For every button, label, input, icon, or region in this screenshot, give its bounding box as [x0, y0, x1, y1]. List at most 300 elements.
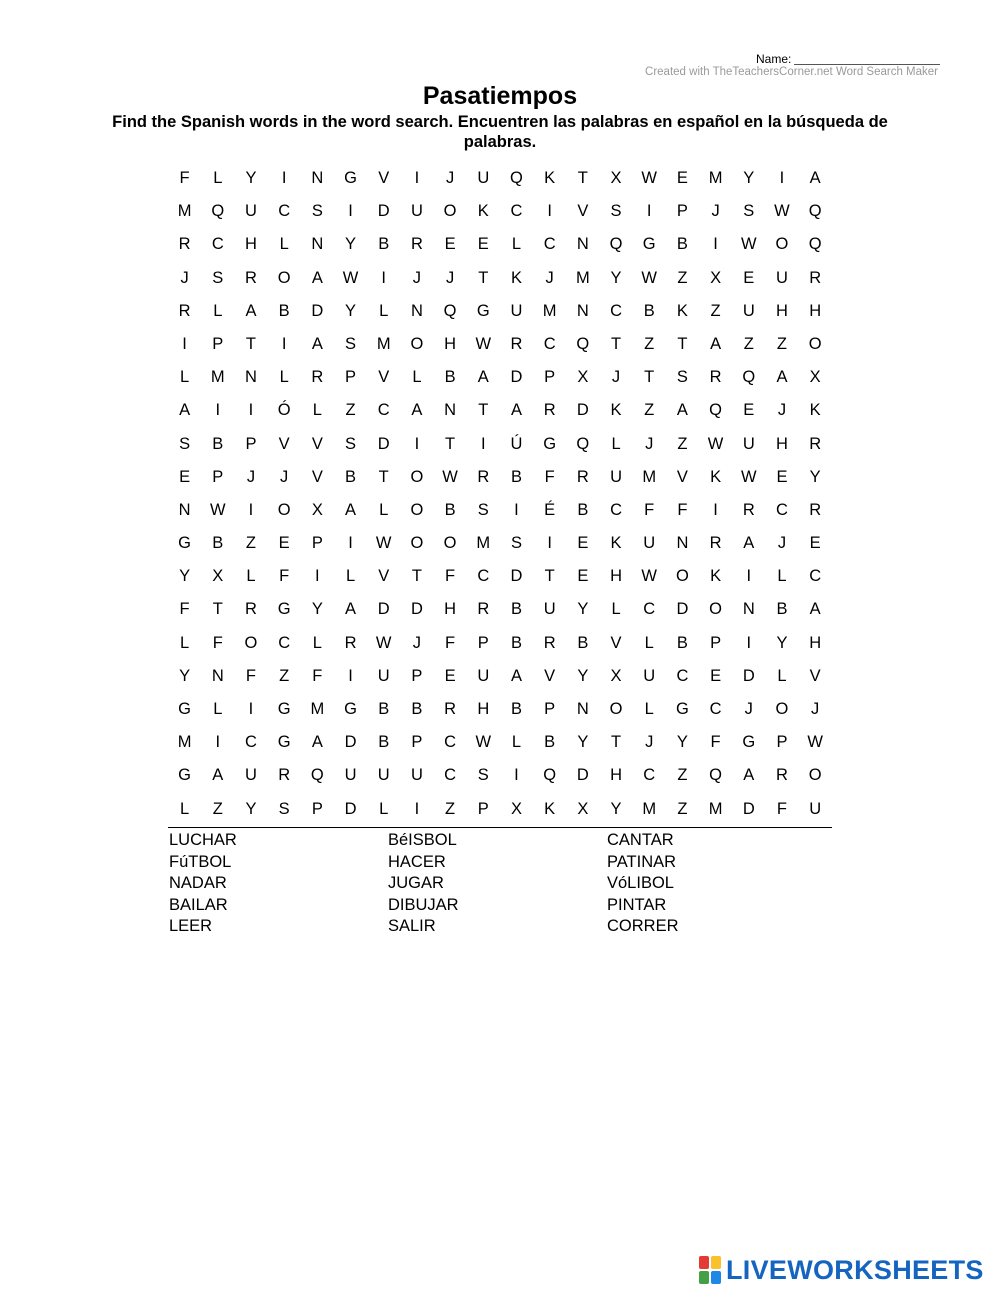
grid-cell[interactable]: A — [311, 733, 323, 752]
grid-cell[interactable]: H — [610, 567, 622, 586]
grid-cell[interactable]: L — [611, 600, 621, 619]
grid-cell[interactable]: L — [180, 633, 190, 652]
grid-cell[interactable]: E — [444, 235, 456, 254]
grid-cell[interactable]: C — [543, 334, 556, 353]
grid-cell[interactable]: Y — [245, 799, 257, 818]
grid-cell[interactable]: R — [278, 766, 291, 785]
grid-cell[interactable]: O — [775, 235, 789, 254]
grid-cell[interactable]: O — [410, 334, 424, 353]
grid-cell[interactable]: E — [743, 401, 755, 420]
grid-cell[interactable]: Z — [776, 334, 788, 353]
grid-cell[interactable]: D — [344, 733, 357, 752]
grid-cell[interactable]: N — [410, 301, 423, 320]
grid-cell[interactable]: B — [510, 467, 522, 486]
grid-cell[interactable]: P — [311, 534, 323, 553]
grid-cell[interactable]: U — [344, 766, 357, 785]
grid-cell[interactable]: J — [744, 700, 753, 718]
grid-cell[interactable]: U — [245, 766, 257, 785]
grid-cell[interactable]: T — [478, 401, 489, 420]
grid-cell[interactable]: L — [644, 633, 654, 652]
grid-cell[interactable]: R — [809, 434, 822, 453]
grid-cell[interactable]: Y — [577, 666, 589, 685]
grid-cell[interactable]: L — [279, 368, 289, 387]
grid-cell[interactable]: F — [710, 733, 721, 752]
grid-cell[interactable]: B — [411, 700, 423, 718]
grid-cell[interactable]: F — [245, 666, 257, 685]
grid-cell[interactable]: O — [775, 700, 789, 718]
grid-cell[interactable]: B — [577, 500, 589, 519]
grid-cell[interactable]: Q — [576, 434, 590, 453]
grid-cell[interactable]: T — [577, 169, 588, 187]
grid-cell[interactable]: M — [575, 268, 590, 287]
grid-cell[interactable]: I — [514, 766, 519, 785]
grid-cell[interactable]: L — [777, 666, 787, 685]
grid-cell[interactable]: W — [807, 733, 823, 752]
name-field[interactable] — [756, 52, 940, 66]
grid-cell[interactable]: D — [377, 434, 390, 453]
grid-cell[interactable]: W — [641, 567, 657, 586]
grid-cell[interactable]: X — [577, 368, 589, 387]
grid-cell[interactable]: I — [215, 733, 221, 752]
grid-cell[interactable]: T — [411, 567, 422, 586]
grid-cell[interactable]: R — [410, 235, 423, 254]
grid-cell[interactable]: K — [809, 401, 821, 420]
grid-cell[interactable]: U — [477, 169, 490, 187]
grid-cell[interactable]: Q — [609, 235, 623, 254]
grid-cell[interactable]: U — [377, 666, 390, 685]
grid-cell[interactable]: J — [280, 467, 289, 486]
grid-cell[interactable]: G — [742, 733, 756, 752]
grid-cell[interactable]: P — [477, 633, 489, 652]
grid-cell[interactable]: A — [411, 401, 423, 420]
grid-cell[interactable]: U — [245, 202, 257, 221]
grid-cell[interactable]: U — [410, 766, 423, 785]
grid-cell[interactable]: X — [311, 500, 323, 519]
grid-cell[interactable]: B — [444, 500, 456, 519]
grid-cell[interactable]: W — [475, 334, 492, 353]
grid-cell[interactable]: L — [180, 799, 190, 818]
grid-cell[interactable]: A — [676, 401, 688, 420]
grid-cell[interactable]: J — [180, 268, 189, 287]
grid-cell[interactable]: S — [345, 434, 357, 453]
grid-cell[interactable]: D — [676, 600, 689, 619]
grid-cell[interactable]: Q — [310, 766, 324, 785]
grid-cell[interactable]: I — [248, 401, 254, 420]
grid-cell[interactable]: Y — [179, 567, 191, 586]
grid-cell[interactable]: D — [410, 600, 423, 619]
grid-cell[interactable]: X — [710, 268, 722, 287]
grid-cell[interactable]: E — [809, 534, 821, 553]
grid-cell[interactable]: Y — [676, 733, 688, 752]
grid-cell[interactable]: S — [477, 766, 489, 785]
grid-cell[interactable]: A — [311, 268, 323, 287]
grid-cell[interactable]: R — [543, 401, 556, 420]
grid-cell[interactable]: M — [210, 368, 225, 387]
grid-cell[interactable]: P — [776, 733, 788, 752]
grid-cell[interactable]: S — [278, 799, 290, 818]
grid-cell[interactable]: B — [643, 301, 655, 320]
grid-cell[interactable]: R — [245, 268, 257, 287]
grid-cell[interactable]: O — [443, 202, 457, 221]
grid-cell[interactable]: I — [348, 666, 353, 685]
grid-cell[interactable]: N — [311, 235, 324, 254]
grid-cell[interactable]: C — [676, 666, 689, 685]
grid-cell[interactable]: L — [412, 368, 422, 387]
grid-cell[interactable]: K — [610, 401, 622, 420]
grid-cell[interactable]: J — [445, 268, 455, 287]
grid-cell[interactable]: B — [278, 301, 290, 320]
grid-cell[interactable]: M — [177, 733, 192, 752]
grid-cell[interactable]: K — [510, 268, 522, 287]
grid-cell[interactable]: M — [642, 467, 657, 486]
grid-cell[interactable]: U — [742, 434, 755, 453]
grid-cell[interactable]: W — [774, 202, 790, 221]
grid-cell[interactable]: Y — [610, 799, 622, 818]
grid-cell[interactable]: I — [414, 434, 420, 453]
grid-cell[interactable]: Z — [677, 766, 688, 785]
grid-cell[interactable]: S — [610, 202, 622, 221]
grid-cell[interactable]: M — [642, 799, 657, 818]
grid-cell[interactable]: E — [743, 268, 755, 287]
grid-cell[interactable]: Q — [709, 401, 723, 420]
grid-cell[interactable]: S — [510, 534, 522, 553]
grid-cell[interactable]: B — [212, 434, 224, 453]
grid-cell[interactable]: F — [312, 666, 323, 685]
grid-cell[interactable]: I — [281, 334, 287, 353]
grid-cell[interactable]: L — [213, 169, 223, 187]
grid-cell[interactable]: Y — [345, 235, 357, 254]
grid-cell[interactable]: H — [776, 434, 788, 453]
grid-cell[interactable]: U — [377, 766, 390, 785]
grid-cell[interactable]: I — [646, 202, 652, 221]
grid-cell[interactable]: H — [444, 600, 457, 619]
grid-cell[interactable]: Q — [510, 169, 523, 187]
grid-cell[interactable]: Q — [576, 334, 590, 353]
grid-cell[interactable]: J — [645, 434, 654, 453]
grid-cell[interactable]: I — [547, 202, 552, 221]
grid-cell[interactable]: F — [445, 567, 456, 586]
grid-cell[interactable]: V — [577, 202, 589, 221]
grid-cell[interactable]: I — [348, 534, 353, 553]
grid-cell[interactable]: E — [477, 235, 489, 254]
grid-cell[interactable]: L — [279, 235, 289, 254]
grid-cell[interactable]: W — [740, 467, 757, 486]
grid-cell[interactable]: I — [746, 567, 752, 586]
grid-cell[interactable]: N — [444, 401, 457, 420]
grid-cell[interactable]: P — [544, 700, 556, 718]
grid-cell[interactable]: I — [480, 434, 486, 453]
grid-cell[interactable]: P — [544, 368, 556, 387]
grid-cell[interactable]: K — [544, 169, 556, 187]
grid-cell[interactable]: G — [476, 301, 490, 320]
grid-cell[interactable]: C — [245, 733, 257, 752]
grid-cell[interactable]: P — [212, 334, 224, 353]
word-search-grid[interactable] — [168, 162, 832, 826]
grid-cell[interactable]: L — [611, 434, 621, 453]
grid-cell[interactable]: H — [610, 766, 622, 785]
grid-cell[interactable]: A — [345, 600, 357, 619]
grid-cell[interactable]: G — [344, 169, 357, 187]
grid-cell[interactable]: L — [312, 633, 322, 652]
grid-cell[interactable]: R — [776, 766, 788, 785]
grid-cell[interactable]: X — [577, 799, 589, 818]
grid-cell[interactable]: S — [477, 500, 489, 519]
grid-cell[interactable]: W — [641, 169, 657, 187]
grid-cell[interactable]: S — [212, 268, 224, 287]
grid-cell[interactable]: G — [642, 235, 656, 254]
grid-cell[interactable]: S — [345, 334, 357, 353]
grid-cell[interactable]: F — [776, 799, 788, 818]
grid-cell[interactable]: R — [709, 534, 722, 553]
grid-cell[interactable]: W — [475, 733, 492, 752]
grid-cell[interactable]: T — [544, 567, 555, 586]
grid-cell[interactable]: J — [412, 268, 422, 287]
grid-cell[interactable]: R — [809, 500, 822, 519]
grid-cell[interactable]: C — [444, 766, 457, 785]
grid-cell[interactable]: Z — [677, 799, 688, 818]
grid-cell[interactable]: D — [311, 301, 324, 320]
grid-cell[interactable]: R — [809, 268, 822, 287]
grid-cell[interactable]: V — [311, 434, 323, 453]
grid-cell[interactable]: F — [179, 600, 190, 619]
grid-cell[interactable]: C — [278, 633, 291, 652]
grid-cell[interactable]: P — [710, 633, 722, 652]
grid-cell[interactable]: V — [378, 567, 390, 586]
grid-cell[interactable]: Z — [445, 799, 456, 818]
grid-cell[interactable]: U — [543, 600, 556, 619]
grid-cell[interactable]: B — [378, 700, 390, 718]
grid-cell[interactable]: H — [245, 235, 257, 254]
grid-cell[interactable]: I — [713, 235, 718, 254]
grid-cell[interactable]: W — [641, 268, 657, 287]
grid-cell[interactable]: J — [611, 368, 621, 387]
grid-cell[interactable]: P — [345, 368, 357, 387]
grid-cell[interactable]: H — [776, 301, 788, 320]
grid-cell[interactable]: A — [179, 401, 191, 420]
grid-cell[interactable]: W — [442, 467, 458, 486]
grid-cell[interactable]: C — [477, 567, 490, 586]
grid-cell[interactable]: W — [375, 633, 392, 652]
grid-cell[interactable]: D — [742, 799, 755, 818]
grid-cell[interactable]: T — [610, 334, 622, 353]
grid-cell[interactable]: T — [677, 334, 688, 353]
grid-cell[interactable]: C — [510, 202, 523, 221]
grid-cell[interactable]: B — [378, 235, 390, 254]
grid-cell[interactable]: N — [676, 534, 689, 553]
grid-cell[interactable]: J — [645, 733, 654, 752]
grid-cell[interactable]: E — [776, 467, 788, 486]
grid-cell[interactable]: L — [213, 301, 223, 320]
grid-cell[interactable]: H — [477, 700, 490, 718]
grid-cell[interactable]: E — [179, 467, 191, 486]
grid-cell[interactable]: A — [311, 334, 323, 353]
grid-cell[interactable]: J — [445, 169, 455, 187]
grid-cell[interactable]: Q — [211, 202, 225, 221]
grid-cell[interactable]: T — [212, 600, 223, 619]
grid-cell[interactable]: B — [577, 633, 589, 652]
grid-cell[interactable]: V — [610, 633, 622, 652]
grid-cell[interactable]: M — [708, 799, 723, 818]
grid-cell[interactable]: S — [179, 434, 191, 453]
grid-cell[interactable]: M — [542, 301, 557, 320]
grid-cell[interactable]: U — [643, 534, 656, 553]
grid-cell[interactable]: N — [178, 500, 191, 519]
grid-cell[interactable]: L — [379, 799, 389, 818]
grid-cell[interactable]: G — [178, 766, 192, 785]
grid-cell[interactable]: R — [742, 500, 755, 519]
grid-cell[interactable]: V — [311, 467, 323, 486]
grid-cell[interactable]: E — [676, 169, 688, 187]
grid-cell[interactable]: K — [610, 534, 622, 553]
grid-cell[interactable]: C — [809, 567, 822, 586]
grid-cell[interactable]: Q — [742, 368, 756, 387]
grid-cell[interactable]: O — [410, 534, 424, 553]
grid-cell[interactable]: C — [610, 500, 622, 519]
grid-cell[interactable]: G — [344, 700, 357, 718]
grid-cell[interactable]: F — [644, 500, 655, 519]
grid-cell[interactable]: Q — [543, 766, 557, 785]
grid-cell[interactable]: C — [709, 700, 722, 718]
grid-cell[interactable]: V — [809, 666, 821, 685]
grid-cell[interactable]: M — [476, 534, 491, 553]
grid-cell[interactable]: L — [213, 700, 223, 718]
grid-cell[interactable]: Y — [245, 169, 257, 187]
grid-cell[interactable]: G — [277, 700, 291, 718]
grid-cell[interactable]: J — [246, 467, 256, 486]
grid-cell[interactable]: I — [215, 401, 221, 420]
grid-cell[interactable]: Z — [245, 534, 257, 553]
grid-cell[interactable]: O — [808, 334, 822, 353]
grid-cell[interactable]: Y — [809, 467, 821, 486]
grid-cell[interactable]: R — [709, 368, 722, 387]
grid-cell[interactable]: O — [443, 534, 457, 553]
grid-cell[interactable]: A — [809, 600, 821, 619]
grid-cell[interactable]: S — [311, 202, 323, 221]
grid-cell[interactable]: Y — [610, 268, 622, 287]
grid-cell[interactable]: Z — [345, 401, 356, 420]
grid-cell[interactable]: F — [677, 500, 688, 519]
grid-cell[interactable]: Q — [443, 301, 457, 320]
grid-cell[interactable]: O — [277, 268, 291, 287]
grid-cell[interactable]: A — [809, 169, 821, 187]
grid-cell[interactable]: H — [809, 633, 822, 652]
grid-cell[interactable]: I — [746, 633, 752, 652]
grid-cell[interactable]: C — [776, 500, 788, 519]
grid-cell[interactable]: A — [710, 334, 722, 353]
grid-cell[interactable]: O — [808, 766, 822, 785]
grid-cell[interactable]: U — [510, 301, 523, 320]
grid-cell[interactable]: T — [610, 733, 622, 752]
grid-cell[interactable]: X — [610, 169, 622, 187]
grid-cell[interactable]: R — [178, 235, 191, 254]
grid-cell[interactable]: G — [178, 534, 192, 553]
grid-cell[interactable]: T — [478, 268, 489, 287]
grid-cell[interactable]: U — [776, 268, 788, 287]
grid-cell[interactable]: L — [511, 235, 522, 254]
grid-cell[interactable]: V — [676, 467, 688, 486]
grid-cell[interactable]: A — [477, 368, 489, 387]
grid-cell[interactable]: M — [310, 700, 325, 718]
grid-cell[interactable]: E — [444, 666, 456, 685]
grid-cell[interactable]: G — [543, 434, 557, 453]
grid-cell[interactable]: M — [177, 202, 192, 221]
grid-cell[interactable]: É — [544, 500, 556, 519]
grid-cell[interactable]: D — [742, 666, 755, 685]
grid-cell[interactable]: D — [377, 202, 390, 221]
grid-cell[interactable]: U — [477, 666, 490, 685]
grid-cell[interactable]: Ó — [277, 401, 291, 420]
grid-cell[interactable]: O — [609, 700, 623, 718]
grid-cell[interactable]: N — [576, 301, 589, 320]
grid-cell[interactable]: F — [179, 169, 190, 187]
grid-cell[interactable]: T — [245, 334, 257, 353]
grid-cell[interactable]: A — [345, 500, 357, 519]
grid-cell[interactable]: Y — [311, 600, 323, 619]
grid-cell[interactable]: Q — [808, 202, 822, 221]
grid-cell[interactable]: K — [477, 202, 489, 221]
grid-cell[interactable]: B — [676, 633, 688, 652]
grid-cell[interactable]: Y — [743, 169, 755, 187]
grid-cell[interactable]: C — [444, 733, 457, 752]
grid-cell[interactable]: P — [477, 799, 489, 818]
grid-cell[interactable]: R — [178, 301, 191, 320]
grid-cell[interactable]: N — [311, 169, 324, 187]
grid-cell[interactable]: B — [676, 235, 688, 254]
grid-cell[interactable]: H — [444, 334, 457, 353]
grid-cell[interactable]: R — [477, 467, 490, 486]
grid-cell[interactable]: C — [643, 600, 656, 619]
grid-cell[interactable]: R — [543, 633, 556, 652]
grid-cell[interactable]: P — [212, 467, 224, 486]
grid-cell[interactable]: P — [411, 733, 423, 752]
grid-cell[interactable]: L — [246, 567, 256, 586]
grid-cell[interactable]: W — [375, 534, 392, 553]
grid-cell[interactable]: B — [776, 600, 788, 619]
grid-cell[interactable]: M — [708, 169, 723, 187]
grid-cell[interactable]: R — [444, 700, 457, 718]
grid-cell[interactable]: C — [278, 202, 291, 221]
grid-cell[interactable]: R — [576, 467, 589, 486]
grid-cell[interactable]: R — [510, 334, 523, 353]
grid-cell[interactable]: U — [809, 799, 822, 818]
grid-cell[interactable]: Q — [709, 766, 723, 785]
grid-cell[interactable]: G — [277, 600, 291, 619]
grid-cell[interactable]: J — [412, 633, 422, 652]
grid-cell[interactable]: E — [278, 534, 290, 553]
grid-cell[interactable]: I — [414, 799, 420, 818]
grid-cell[interactable]: Q — [808, 235, 822, 254]
grid-cell[interactable]: T — [378, 467, 389, 486]
grid-cell[interactable]: G — [675, 700, 689, 718]
grid-cell[interactable]: J — [711, 202, 720, 221]
grid-cell[interactable]: C — [543, 235, 556, 254]
grid-cell[interactable]: V — [278, 434, 290, 453]
grid-cell[interactable]: V — [378, 169, 390, 187]
grid-cell[interactable]: K — [676, 301, 688, 320]
grid-cell[interactable]: U — [742, 301, 755, 320]
grid-cell[interactable]: I — [547, 534, 552, 553]
grid-cell[interactable]: D — [576, 401, 589, 420]
grid-cell[interactable]: A — [510, 401, 522, 420]
grid-cell[interactable]: R — [245, 600, 257, 619]
grid-cell[interactable]: B — [510, 633, 522, 652]
grid-cell[interactable]: X — [809, 368, 821, 387]
grid-cell[interactable]: L — [180, 368, 190, 387]
grid-cell[interactable]: Z — [677, 434, 688, 453]
grid-cell[interactable]: P — [245, 434, 257, 453]
grid-cell[interactable]: T — [644, 368, 655, 387]
grid-cell[interactable]: D — [510, 567, 523, 586]
